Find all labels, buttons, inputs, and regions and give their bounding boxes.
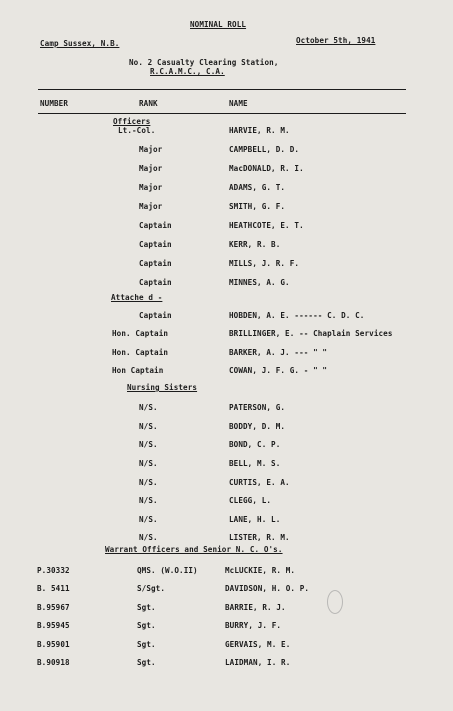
attached-name: BARKER, A. J. --- " " bbox=[229, 348, 328, 357]
nco-rank: Sgt. bbox=[137, 603, 156, 612]
officer-name: MINNES, A. G. bbox=[229, 278, 290, 287]
nursing-sister-name: CLEGG, L. bbox=[229, 496, 272, 505]
officer-name: KERR, R. B. bbox=[229, 240, 281, 249]
attached-rank: Hon. Captain bbox=[112, 329, 169, 338]
section-officers: Officers bbox=[113, 117, 151, 126]
officer-name: MacDONALD, R. I. bbox=[229, 164, 304, 173]
nursing-sister-rank: N/S. bbox=[139, 440, 158, 449]
nursing-sister-rank: N/S. bbox=[139, 422, 158, 431]
location-text: Camp Sussex, N.B. bbox=[40, 39, 120, 48]
officer-rank: Captain bbox=[139, 259, 172, 268]
nursing-sister-rank: N/S. bbox=[139, 533, 158, 542]
service-number: B.95901 bbox=[37, 640, 70, 649]
officer-rank: Major bbox=[139, 183, 163, 192]
nco-rank: S/Sgt. bbox=[137, 584, 166, 593]
section-attached: Attache d - bbox=[111, 293, 163, 302]
attached-rank: Hon Captain bbox=[112, 366, 164, 375]
officer-name: MILLS, J. R. F. bbox=[229, 259, 300, 268]
nco-rank: Sgt. bbox=[137, 621, 156, 630]
unit-line-1: No. 2 Casualty Clearing Station, bbox=[129, 58, 279, 67]
document-title: NOMINAL ROLL bbox=[190, 20, 247, 29]
officer-rank: Captain bbox=[139, 221, 172, 230]
nco-name: LAIDMAN, I. R. bbox=[225, 658, 291, 667]
section-nursing-sisters: Nursing Sisters bbox=[127, 383, 198, 392]
header-rule bbox=[38, 113, 406, 114]
service-number: P.30332 bbox=[37, 566, 70, 575]
officer-rank: Major bbox=[139, 145, 163, 154]
nursing-sister-name: LANE, H. L. bbox=[229, 515, 281, 524]
officer-rank: Captain bbox=[139, 240, 172, 249]
service-number: B. 5411 bbox=[37, 584, 70, 593]
nursing-sister-rank: N/S. bbox=[139, 478, 158, 487]
attached-rank: Hon. Captain bbox=[112, 348, 169, 357]
service-number: B.90918 bbox=[37, 658, 70, 667]
nursing-sister-rank: N/S. bbox=[139, 459, 158, 468]
column-header-number: NUMBER bbox=[40, 99, 69, 108]
officer-name: CAMPBELL, D. D. bbox=[229, 145, 300, 154]
attached-rank: Captain bbox=[139, 311, 172, 320]
nco-rank: Sgt. bbox=[137, 640, 156, 649]
officer-rank: Lt.-Col. bbox=[118, 126, 156, 135]
column-header-name: NAME bbox=[229, 99, 248, 108]
nco-name: GERVAIS, M. E. bbox=[225, 640, 291, 649]
nursing-sister-rank: N/S. bbox=[139, 515, 158, 524]
nursing-sister-name: BODDY, D. M. bbox=[229, 422, 286, 431]
attached-name: BRILLINGER, E. -- Chaplain Services bbox=[229, 329, 393, 338]
nursing-sister-name: CURTIS, E. A. bbox=[229, 478, 290, 487]
nursing-sister-name: BELL, M. S. bbox=[229, 459, 281, 468]
officer-name: HARVIE, R. M. bbox=[229, 126, 290, 135]
nursing-sister-rank: N/S. bbox=[139, 403, 158, 412]
service-number: B.95945 bbox=[37, 621, 70, 630]
pencil-mark bbox=[327, 590, 343, 614]
nco-rank: Sgt. bbox=[137, 658, 156, 667]
officer-name: SMITH, G. F. bbox=[229, 202, 286, 211]
top-rule bbox=[38, 89, 406, 90]
officer-name: ADAMS, G. T. bbox=[229, 183, 286, 192]
date-text: October 5th, 1941 bbox=[296, 36, 376, 45]
nco-name: DAVIDSON, H. O. P. bbox=[225, 584, 310, 593]
officer-rank: Major bbox=[139, 164, 163, 173]
officer-rank: Major bbox=[139, 202, 163, 211]
nco-rank: QMS. (W.O.II) bbox=[137, 566, 198, 575]
nco-name: BURRY, J. F. bbox=[225, 621, 282, 630]
service-number: B.95967 bbox=[37, 603, 70, 612]
section-warrant-officers: Warrant Officers and Senior N. C. O's. bbox=[105, 545, 283, 554]
nursing-sister-name: BOND, C. P. bbox=[229, 440, 281, 449]
attached-name: HOBDEN, A. E. ------ C. D. C. bbox=[229, 311, 365, 320]
officer-name: HEATHCOTE, E. T. bbox=[229, 221, 304, 230]
nursing-sister-name: LISTER, R. M. bbox=[229, 533, 290, 542]
officer-rank: Captain bbox=[139, 278, 172, 287]
attached-name: COWAN, J. F. G. - " " bbox=[229, 366, 328, 375]
nursing-sister-name: PATERSON, G. bbox=[229, 403, 286, 412]
unit-line-2: R.C.A.M.C., C.A. bbox=[150, 67, 225, 76]
nursing-sister-rank: N/S. bbox=[139, 496, 158, 505]
column-header-rank: RANK bbox=[139, 99, 158, 108]
nco-name: BARRIE, R. J. bbox=[225, 603, 286, 612]
nco-name: McLUCKIE, R. M. bbox=[225, 566, 296, 575]
